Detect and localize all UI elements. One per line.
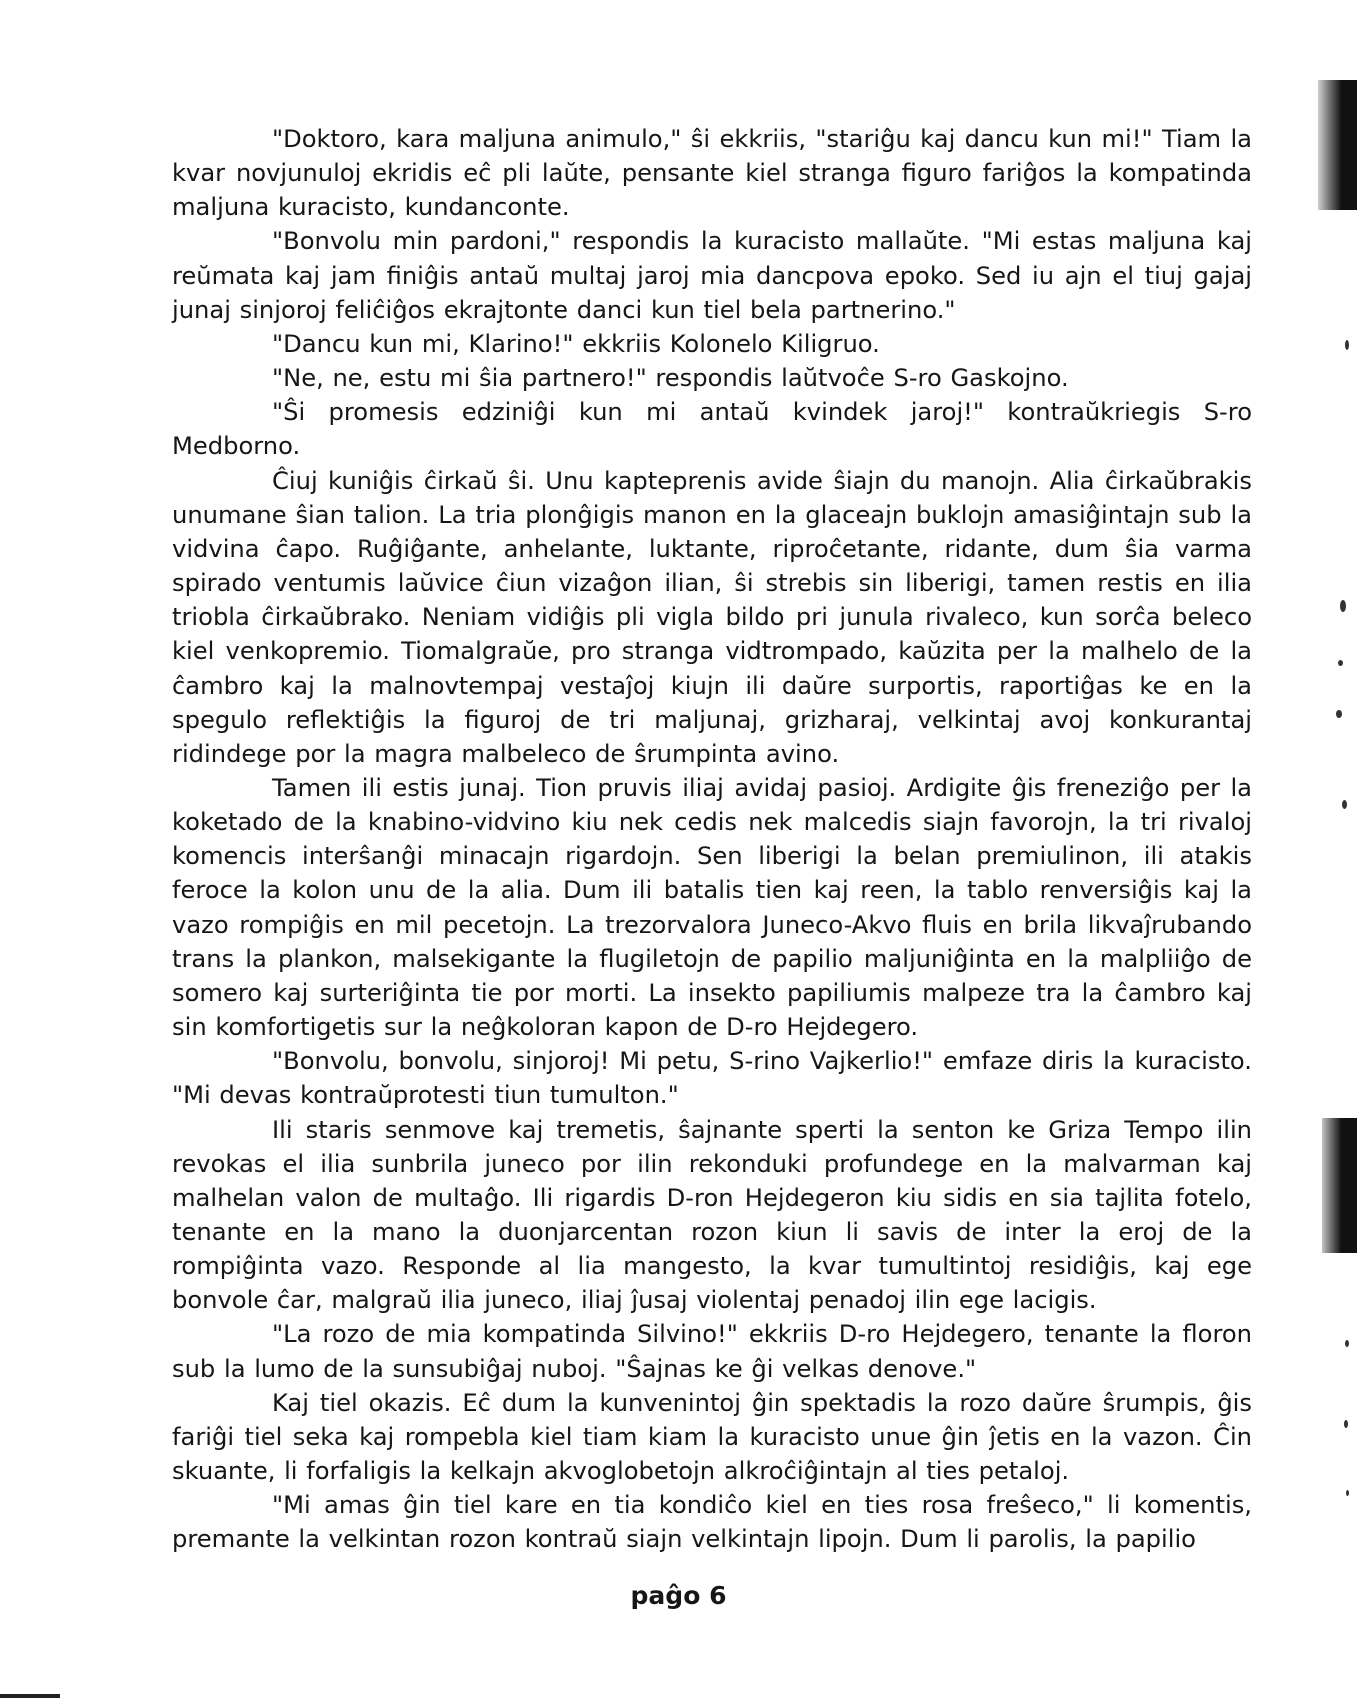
paragraph-1: "Doktoro, kara maljuna animulo," ŝi ekkriis, "stariĝu kaj dancu kun mi!" Tiam la kvar novjunuloj ekridis eĉ pli laŭte, pensante kiel stranga figuro fariĝos la kompatinda maljuna kuracisto, kundanconte. [172, 125, 1252, 222]
paragraph-6: Ĉiuj kuniĝis ĉirkaŭ ŝi. Unu kapteprenis avide ŝiajn du manojn. Alia ĉirkaŭbrakis unumane ŝian talion. La tria plonĝigis manon en la glaceajn buklojn amasiĝintajn sub la vidvina ĉapo. Ruĝiĝante, anhelante, luktante, riproĉetante, ridante, dum ŝia varma spirado ventumis laŭvice ĉiun vizaĝon ilian, ŝi strebis sin liberigi, tamen restis en ilia triobla ĉirkaŭbrako. Neniam vidiĝis pli vigla bildo pri junula rivaleco, kun sorĉa beleco kiel venkopremio. Tiomalgraŭe, pro stranga vidtrompado, kaŭzita per la malhelo de la ĉambro kaj la malnovtempaj vestaĵoj kiujn ili daŭre surportis, raportiĝas ke en la spegulo reflektiĝis la figuroj de tri maljunaj, grizharaj, velkintaj avoj konkurantaj ridindege por la magra malbeleco de ŝrumpinta avino. [172, 466, 1252, 768]
scan-speck [1345, 340, 1349, 350]
scan-speck [1344, 1420, 1348, 1428]
paragraph-3: "Dancu kun mi, Klarino!" ekkriis Kolonelo Kiligruo. [272, 329, 880, 358]
scan-speck [1338, 660, 1343, 666]
paragraph-12: "Mi amas ĝin tiel kare en tia kondiĉo kiel en ties rosa freŝeco," li komentis, premante la velkintan rozon kontraŭ siajn velkintajn lipojn. Dum li parolis, la papilio [172, 1491, 1252, 1554]
paragraph-10: "La rozo de mia kompatinda Silvino!" ekkriis D-ro Hejdegero, tenante la floron sub la lumo de la sunsubiĝaj nuboj. "Ŝajnas ke ĝi velkas denove." [172, 1320, 1252, 1383]
scan-edge-mark [0, 1694, 60, 1698]
paragraph-8: "Bonvolu, bonvolu, sinjoroj! Mi petu, S-rino Vajkerlio!" emfaze diris la kuracisto. "Mi devas kontraŭprotesti tiun tumulton." [172, 1047, 1252, 1110]
paragraph-2: "Bonvolu min pardoni," respondis la kuracisto mallaŭte. "Mi estas maljuna kaj reŭmata kaj jam finiĝis antaŭ multaj jaroj mia dancpova epoko. Sed iu ajn el tiuj gajaj junaj sinjoroj feliĉiĝos ekrajtonte danci kun tiel bela partnerino." [172, 227, 1252, 324]
paragraph-5: "Ŝi promesis edziniĝi kun mi antaŭ kvindek jaroj!" kontraŭkriegis S-ro Medborno. [172, 398, 1252, 461]
paragraph-11: Kaj tiel okazis. Eĉ dum la kunvenintoj ĝin spektadis la rozo daŭre ŝrumpis, ĝis fariĝi tiel seka kaj rompebla kiel tiam kiam la kuracisto unue ĝin ĵetis en la vazon. Ĉin skuante, li forfaligis la kelkajn akvoglobetojn alkroĉiĝintajn al ties petaloj. [172, 1388, 1252, 1486]
page-number: paĝo 6 [630, 1581, 727, 1610]
scan-speck [1340, 600, 1346, 612]
paragraph-7: Tamen ili estis junaj. Tion pruvis iliaj avidaj pasioj. Ardigite ĝis freneziĝo per la koketado de la knabino-vidvino kiu nek cedis nek malcedis siajn favorojn, la tri rivaloj komencis interŝanĝi minacajn rigardojn. Sen liberigi la belan premiulinon, ili atakis feroce la kolon unu de la alia. Dum ili batalis tien kaj reen, la tablo renversiĝis kaj la vazo rompiĝis en mil pecetojn. La trezorvalora Juneco-Akvo fluis en brila likvaĵrubando trans la plankon, malsekigante la flugiletojn de papilio maljuniĝinta en la malpliiĝo de somero kaj surteriĝinta tie por morti. La insekto papiliumis malpeze tra la ĉambro kaj sin komfortigetis sur la neĝkoloran kapon de D-ro Hejdegero. [172, 773, 1252, 1042]
scan-speck [1346, 1490, 1349, 1496]
body-text [172, 122, 1252, 1557]
scan-edge-mark [1322, 1118, 1357, 1253]
paragraph-4: "Ne, ne, estu mi ŝia partnero!" respondis laŭtvoĉe S-ro Gaskojno. [272, 364, 1069, 393]
scan-edge-mark [1318, 80, 1357, 210]
scan-speck [1345, 1340, 1349, 1347]
scan-speck [1342, 800, 1347, 809]
scan-speck [1336, 710, 1342, 718]
paragraph-9: Ili staris senmove kaj tremetis, ŝajnante sperti la senton ke Griza Tempo ilin revokas el ilia sunbrila juneco por ilin rekonduki profundege en la malvarman kaj malhelan valon de multaĝo. Ili rigardis D-ron Hejdegeron kiu sidis en sia tajlita fotelo, tenante en la mano la duonjarcentan rozon kiun li savis de inter la eroj de la rompiĝinta vazo. Responde al lia mangesto, la kvar tumultintoj residiĝis, kaj ege bonvole ĉar, malgraŭ ilia juneco, iliaj ĵusaj violentaj penadoj ilin ege lacigis. [172, 1115, 1252, 1315]
